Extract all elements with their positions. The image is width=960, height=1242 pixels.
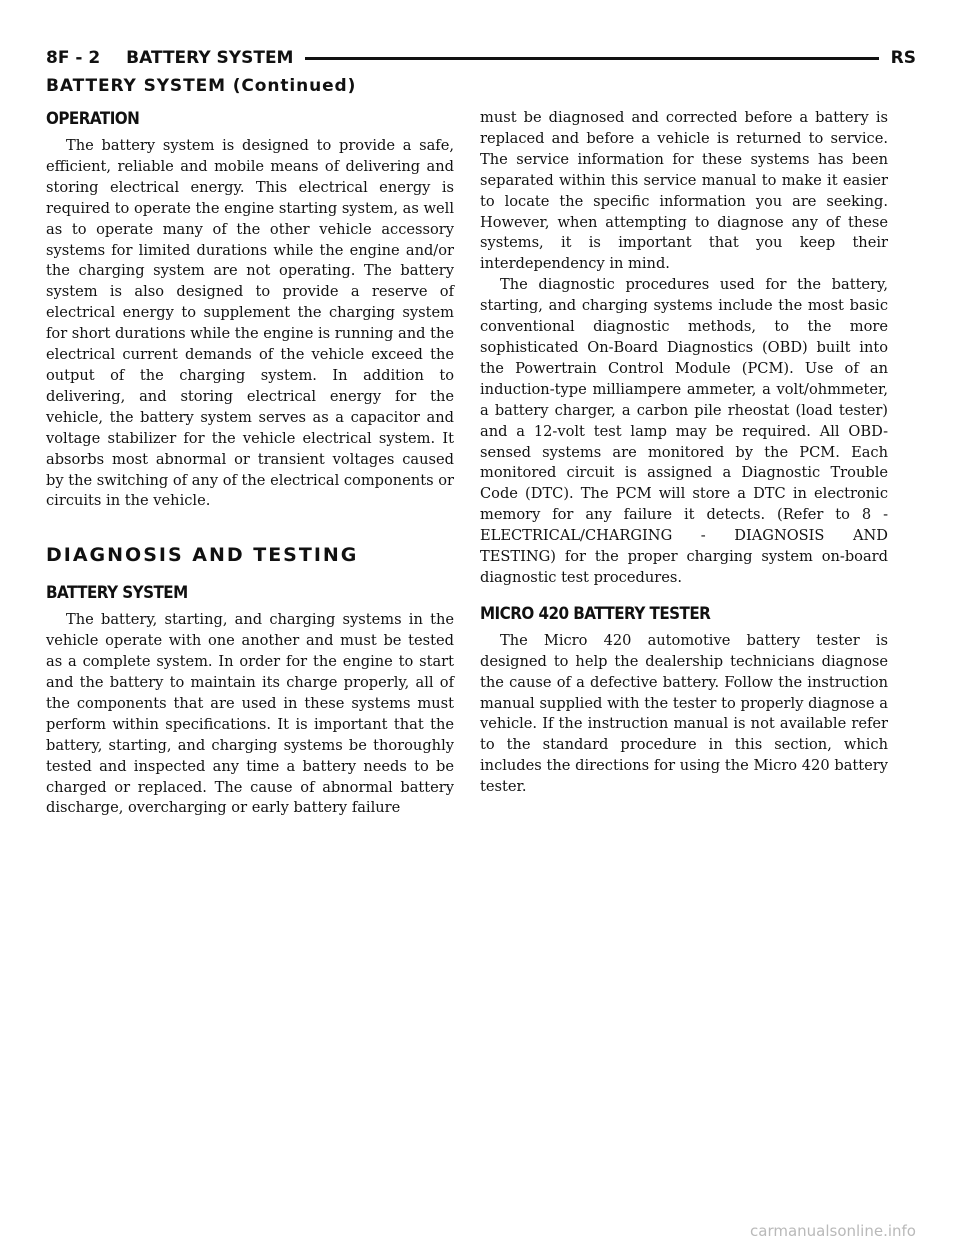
page-number: 8F - 2 [46, 48, 101, 68]
battery-system-paragraph-continued: must be diagnosed and corrected before a battery is replaced and before a vehicle is returned to service. The service information for these systems has been separated within this service manual to make it easier to locate the specific information you are seeking. However, when attempting to diagnose any of these systems, it is important that you keep their interdependency in mind. [480, 109, 888, 273]
operation-paragraph: The battery system is designed to provide a safe, efficient, reliable and mobile means of delivering and storing electrical energy. This electrical energy is required to operate the engine starting system, as well as to operate many of the other vehicle accessory systems for limited durations while the engine and/or the charging system are not operating. The battery system is also designed to provide a reserve of electrical energy to supplement the charging system for short durations while the engine is running and the electrical current demands of the vehicle exceed the output of the charging system. In addition to delivering, and storing electrical energy for the vehicle, the battery system serves as a capacitor and voltage stabilizer for the vehicle electrical system. It absorbs most abnormal or transient voltages caused by the switching of any of the electrical components or circuits in the vehicle. [46, 137, 454, 510]
header-rule [305, 57, 878, 60]
model-code: RS [890, 48, 916, 68]
micro-420-heading: MICRO 420 BATTERY TESTER [480, 603, 711, 623]
page-header [46, 46, 916, 70]
watermark: carmanualsonline.info [750, 1222, 916, 1240]
micro-420-paragraph: The Micro 420 automotive battery tester is designed to help the dealership technicians diagnose the cause of a defective battery. Follow the instruction manual supplied with the tester to properly diagnose a vehicle. If the instruction manual is not available refer to the standard procedure in this section, which includes the directions for using the Micro 420 battery tester. [480, 631, 888, 796]
left-column [46, 108, 454, 819]
diagnostic-procedures-paragraph: The diagnostic procedures used for the battery, starting, and charging systems include the most basic conventional diagnostic methods, to the more sophisticated On-Board Diagnostics (OBD) built into the Powertrain Control Module (PCM). Use of an induction-type milliampere ammeter, a volt/ohmmeter, a battery charger, a carbon pile rheostat (load tester) and a 12-volt test lamp may be required. All OBD-sensed systems are monitored by the PCM. Each monitored circuit is assigned a Diagnostic Trouble Code (DTC). The PCM will store a DTC in electronic memory for any failure it detects. (Refer to 8 - ELECTRICAL/CHARGING - DIAGNOSIS AND TESTING) for the proper charging system on-board diagnostic test procedures. [480, 276, 888, 586]
continued-title: BATTERY SYSTEM (Continued) [46, 76, 357, 96]
operation-heading: OPERATION [46, 109, 140, 128]
right-column [480, 108, 888, 798]
battery-system-heading: BATTERY SYSTEM [46, 583, 188, 603]
diagnosis-heading: DIAGNOSIS AND TESTING [46, 544, 359, 567]
section-title: BATTERY SYSTEM [126, 48, 294, 68]
battery-system-paragraph: The battery, starting, and charging systems in the vehicle operate with one another and must be tested as a complete system. In order for the engine to start and the battery to maintain its charge properly, all of the components that are used in these systems must perform within specifications. It is important that the battery, starting, and charging systems be thoroughly tested and inspected any time a battery needs to be charged or replaced. The cause of abnormal battery discharge, overcharging or early battery failure [46, 611, 454, 817]
